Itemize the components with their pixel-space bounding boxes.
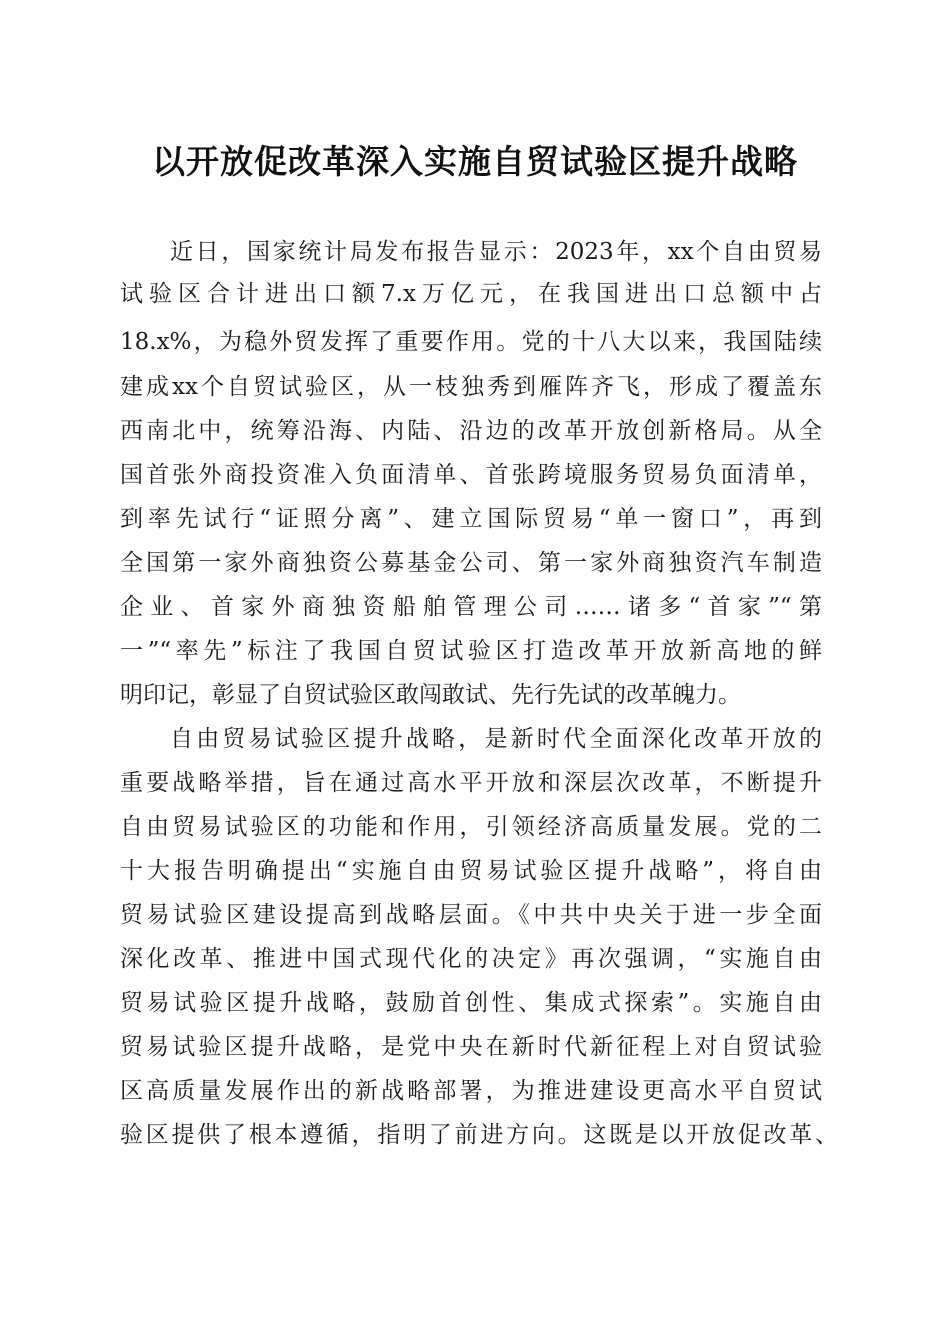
paragraph-line: 贸易试验区提升战略，鼓励首创性、集成式探索”。实施自由 — [120, 990, 822, 1016]
paragraph-line: 试验区合计进出口额7.x万亿元，在我国进出口总额中占 — [120, 281, 822, 307]
paragraph-line: 国首张外商投资准入负面清单、首张跨境服务贸易负面清单， — [120, 462, 822, 488]
paragraph-line: 贸易试验区提升战略，是党中央在新时代新征程上对自贸试验 — [120, 1034, 822, 1060]
paragraph-line: 自由贸易试验区提升战略，是新时代全面深化改革开放的 — [170, 726, 822, 752]
paragraph-line: 到率先试行“证照分离”、建立国际贸易“单一窗口”，再到 — [120, 506, 822, 532]
paragraph-line: 十大报告明确提出“实施自由贸易试验区提升战略”，将自由 — [120, 858, 822, 884]
paragraph-line: 重要战略举措，旨在通过高水平开放和深层次改革，不断提升 — [120, 770, 822, 796]
paragraph-line: 建成xx个自贸试验区，从一枝独秀到雁阵齐飞，形成了覆盖东 — [120, 374, 822, 400]
paragraph-line: 全国第一家外商独资公募基金公司、第一家外商独资汽车制造 — [120, 550, 822, 576]
paragraph-line: 18.x%，为稳外贸发挥了重要作用。党的十八大以来，我国陆续 — [120, 329, 822, 355]
paragraph-line: 明印记，彰显了自贸试验区敢闯敢试、先行先试的改革魄力。 — [120, 682, 741, 708]
paragraph-line: 验区提供了根本遵循，指明了前进方向。这既是以开放促改革、 — [120, 1122, 838, 1148]
document-title: 以开放促改革深入实施自贸试验区提升战略 — [152, 142, 798, 181]
paragraph-line: 企业、首家外商独资船舶管理公司……诸多“首家”“第 — [120, 594, 822, 620]
paragraph-line: 近日，国家统计局发布报告显示：2023年，xx个自由贸易 — [170, 239, 822, 265]
paragraph-line: 自由贸易试验区的功能和作用，引领经济高质量发展。党的二 — [120, 814, 822, 840]
paragraph-line: 深化改革、推进中国式现代化的决定》再次强调，“实施自由 — [120, 946, 822, 972]
paragraph-line: 一”“率先”标注了我国自贸试验区打造改革开放新高地的鲜 — [120, 638, 822, 664]
paragraph-line: 贸易试验区建设提高到战略层面。《中共中央关于进一步全面 — [120, 902, 822, 928]
paragraph-line: 区高质量发展作出的新战略部署，为推进建设更高水平自贸试 — [120, 1078, 822, 1104]
paragraph-line: 西南北中，统筹沿海、内陆、沿边的改革开放创新格局。从全 — [120, 418, 822, 444]
